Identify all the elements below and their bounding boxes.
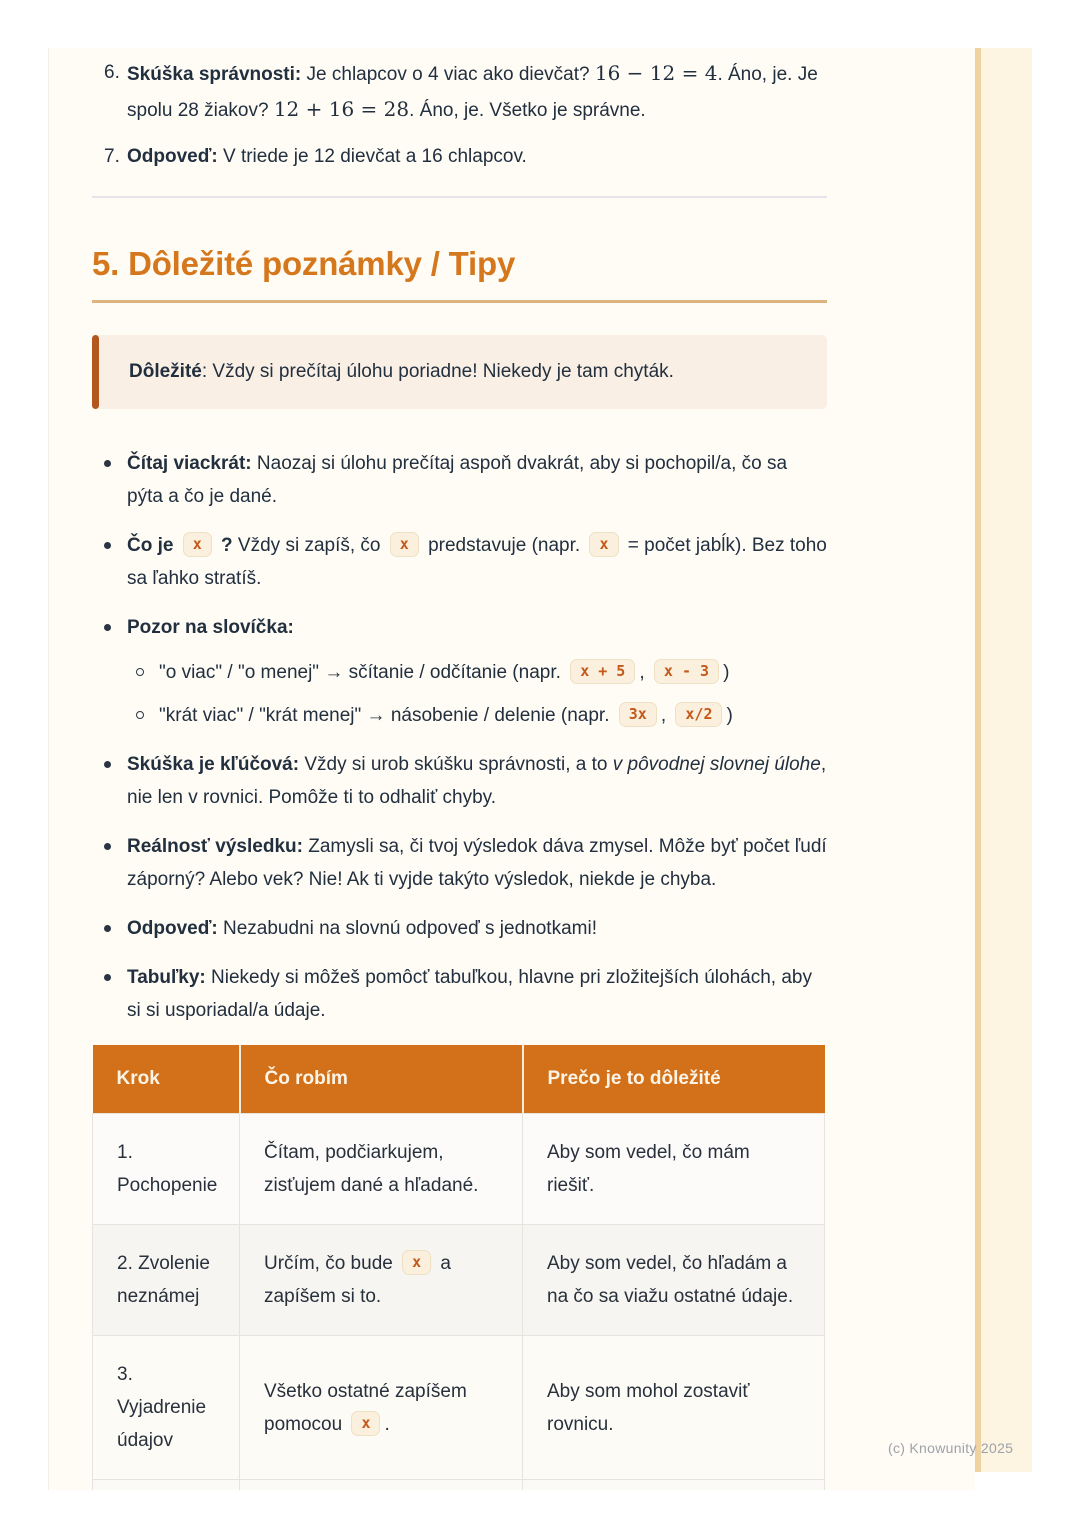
- inline-code-chip: x: [390, 532, 419, 557]
- numbered-item: [92, 56, 827, 128]
- table-header-cell: Prečo je to dôležité: [523, 1045, 825, 1114]
- tip-subitem: "krát viac" / "krát menej" → násobenie / delenie (napr. 3x , x/2 ): [127, 699, 827, 732]
- tip-item: [92, 529, 827, 595]
- section-title: 5. Dôležité poznámky / Tipy: [92, 245, 516, 282]
- list-item-text: Skúška správnosti: Je chlapcov o 4 viac ako dievčat? 16 − 12 = 4. Áno, je. Je spolu 28 žiakov? 12 + 16 = 28. Áno, je. Všetko je správne.: [127, 61, 818, 121]
- numbered-item: [92, 140, 827, 174]
- table-row: [93, 1114, 825, 1225]
- numbered-list: [92, 56, 827, 174]
- list-number: 6.: [104, 62, 120, 83]
- inline-code-chip: x - 3: [654, 659, 719, 684]
- tip-item: [92, 830, 827, 896]
- table-cell: Všetko ostatné zapíšem pomocou x .: [240, 1336, 523, 1480]
- inline-code-chip: 3x: [619, 702, 657, 727]
- tip-subitem: "o viac" / "o menej" → sčítanie / odčítanie (napr. x + 5 , x - 3 ): [127, 656, 827, 689]
- table-cell: [93, 1480, 240, 1491]
- table-header-cell: Čo robím: [240, 1045, 523, 1114]
- table-cell: 2. Zvolenie neznámej: [93, 1225, 240, 1336]
- tip-text: Čo je x ? Vždy si zapíš, čo x predstavuje (napr. x = počet jabĺk). Bez toho sa ľahko stratíš.: [127, 535, 827, 589]
- inline-code-chip: x: [351, 1411, 380, 1436]
- table-cell: Čítam, podčiarkujem, zisťujem dané a hľadané.: [240, 1114, 523, 1225]
- table-cell: 1. Pochopenie: [93, 1114, 240, 1225]
- tip-item: [92, 961, 827, 1027]
- table-cell: Aby som vedel, čo mám riešiť.: [523, 1114, 825, 1225]
- tip-text: Reálnosť výsledku: Zamysli sa, či tvoj výsledok dáva zmysel. Môže byť počet ľudí záporný? Alebo vek? Nie! Ak ti vyjde takýto výsledok, niekde je chyba.: [127, 836, 827, 890]
- tip-item: [92, 912, 827, 945]
- table-header-row: [93, 1045, 825, 1114]
- important-callout: [92, 335, 827, 409]
- table-body: [93, 1114, 825, 1491]
- tip-item: [92, 748, 827, 814]
- tip-text: Skúška je kľúčová: Vždy si urob skúšku správnosti, a to v pôvodnej slovnej úlohe, nie len v rovnici. Pomôže ti to odhaliť chyby.: [127, 754, 827, 808]
- steps-table: [92, 1045, 825, 1490]
- section-divider: [92, 196, 827, 198]
- page-content: [92, 56, 827, 1490]
- tip-text: Tabuľky: Niekedy si môžeš pomôcť tabuľkou, hlavne pri zložitejších úlohách, aby si si usporiadal/a údaje.: [127, 967, 812, 1021]
- inline-code-chip: x/2: [675, 702, 722, 727]
- inline-code-chip: x: [589, 532, 618, 557]
- inline-code-chip: x: [402, 1250, 431, 1275]
- callout-text: Dôležité: Vždy si prečítaj úlohu poriadne! Niekedy je tam chyták.: [129, 361, 674, 382]
- tip-item: [92, 447, 827, 513]
- table-header-cell: Krok: [93, 1045, 240, 1114]
- math-expression: 16 − 12 = 4: [594, 61, 718, 85]
- tip-sublist: [127, 656, 827, 732]
- tips-list: [92, 447, 827, 1027]
- table-row: [93, 1225, 825, 1336]
- table-cell: Určím, čo bude x a zapíšem si to.: [240, 1225, 523, 1336]
- callout-accent-bar: [92, 335, 99, 409]
- tip-text: Odpoveď: Nezabudni na slovnú odpoveď s jednotkami!: [127, 918, 597, 939]
- table-cell: Aby som mohol zostaviť rovnicu.: [523, 1336, 825, 1480]
- table-cell: 3. Vyjadrenie údajov: [93, 1336, 240, 1480]
- inline-code-chip: x + 5: [570, 659, 635, 684]
- inline-code-chip: x: [183, 532, 212, 557]
- list-number: 7.: [104, 146, 120, 167]
- tip-text: Čítaj viackrát: Naozaj si úlohu prečítaj aspoň dvakrát, aby si pochopil/a, čo sa pýta a čo je dané.: [127, 453, 788, 507]
- table-row-clipped: [93, 1480, 825, 1491]
- table-cell: [523, 1480, 825, 1491]
- title-underline: [92, 300, 827, 303]
- copyright-watermark: (c) Knowunity 2025: [888, 1440, 1014, 1456]
- tip-text: Pozor na slovíčka:: [127, 617, 294, 638]
- table-cell: [240, 1480, 523, 1491]
- document-page: [48, 48, 975, 1490]
- math-expression: 12 + 16 = 28: [273, 97, 410, 121]
- tip-item: [92, 611, 827, 732]
- next-page-edge: [975, 48, 1032, 1472]
- table-row: [93, 1336, 825, 1480]
- list-item-text: Odpoveď: V triede je 12 dievčat a 16 chlapcov.: [127, 146, 527, 167]
- table-cell: Aby som vedel, čo hľadám a na čo sa viažu ostatné údaje.: [523, 1225, 825, 1336]
